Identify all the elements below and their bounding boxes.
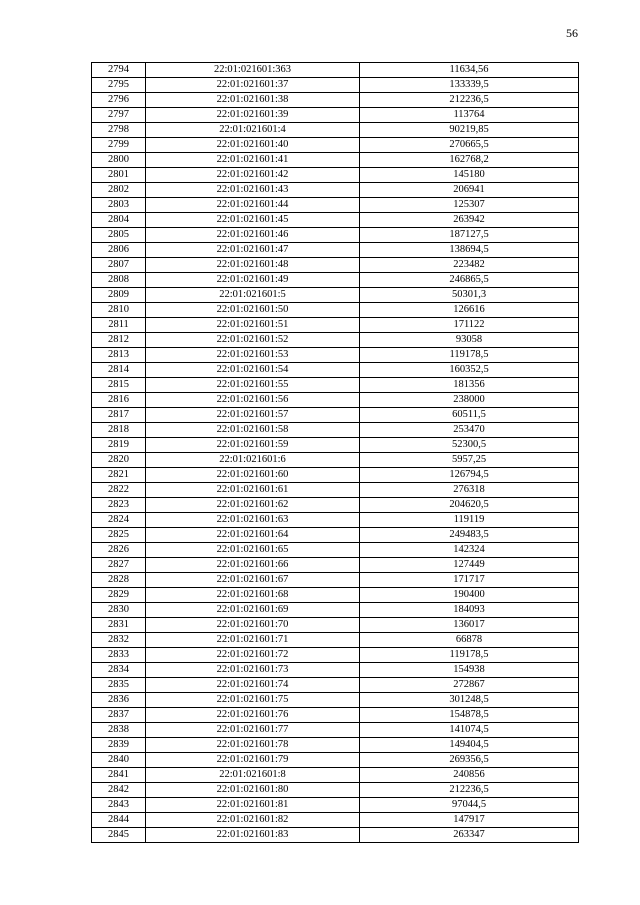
row-number-cell: 2820 [92, 453, 146, 468]
cadastral-number-cell: 22:01:021601:66 [146, 558, 360, 573]
value-cell: 126616 [360, 303, 579, 318]
cadastral-number-cell: 22:01:021601:55 [146, 378, 360, 393]
row-number-cell: 2812 [92, 333, 146, 348]
cadastral-number-cell: 22:01:021601:53 [146, 348, 360, 363]
cadastral-number-cell: 22:01:021601:77 [146, 723, 360, 738]
row-number-cell: 2822 [92, 483, 146, 498]
value-cell: 11634,56 [360, 63, 579, 78]
cadastral-number-cell: 22:01:021601:45 [146, 213, 360, 228]
row-number-cell: 2844 [92, 813, 146, 828]
table-row [92, 633, 579, 648]
value-cell: 162768,2 [360, 153, 579, 168]
table-row [92, 618, 579, 633]
table-row [92, 558, 579, 573]
table-row [92, 498, 579, 513]
row-number-cell: 2815 [92, 378, 146, 393]
row-number-cell: 2840 [92, 753, 146, 768]
value-cell: 246865,5 [360, 273, 579, 288]
value-cell: 253470 [360, 423, 579, 438]
row-number-cell: 2803 [92, 198, 146, 213]
cadastral-number-cell: 22:01:021601:82 [146, 813, 360, 828]
value-cell: 141074,5 [360, 723, 579, 738]
table-row [92, 663, 579, 678]
table-row [92, 468, 579, 483]
cadastral-number-cell: 22:01:021601:67 [146, 573, 360, 588]
table-row [92, 648, 579, 663]
table-row [92, 423, 579, 438]
table-row [92, 813, 579, 828]
value-cell: 238000 [360, 393, 579, 408]
row-number-cell: 2802 [92, 183, 146, 198]
cadastral-number-cell: 22:01:021601:47 [146, 243, 360, 258]
cadastral-number-cell: 22:01:021601:6 [146, 453, 360, 468]
table-row [92, 138, 579, 153]
value-cell: 119178,5 [360, 348, 579, 363]
row-number-cell: 2821 [92, 468, 146, 483]
value-cell: 160352,5 [360, 363, 579, 378]
table-row [92, 273, 579, 288]
row-number-cell: 2824 [92, 513, 146, 528]
row-number-cell: 2814 [92, 363, 146, 378]
table-row [92, 228, 579, 243]
cadastral-number-cell: 22:01:021601:52 [146, 333, 360, 348]
value-cell: 147917 [360, 813, 579, 828]
table-row [92, 438, 579, 453]
cadastral-number-cell: 22:01:021601:43 [146, 183, 360, 198]
row-number-cell: 2831 [92, 618, 146, 633]
cadastral-number-cell: 22:01:021601:56 [146, 393, 360, 408]
value-cell: 240856 [360, 768, 579, 783]
cadastral-number-cell: 22:01:021601:76 [146, 708, 360, 723]
row-number-cell: 2797 [92, 108, 146, 123]
value-cell: 119178,5 [360, 648, 579, 663]
value-cell: 145180 [360, 168, 579, 183]
table-row [92, 243, 579, 258]
value-cell: 60511,5 [360, 408, 579, 423]
row-number-cell: 2794 [92, 63, 146, 78]
cadastral-number-cell: 22:01:021601:42 [146, 168, 360, 183]
table-row [92, 123, 579, 138]
value-cell: 93058 [360, 333, 579, 348]
cadastral-number-cell: 22:01:021601:70 [146, 618, 360, 633]
value-cell: 223482 [360, 258, 579, 273]
value-cell: 276318 [360, 483, 579, 498]
row-number-cell: 2807 [92, 258, 146, 273]
cadastral-number-cell: 22:01:021601:49 [146, 273, 360, 288]
row-number-cell: 2832 [92, 633, 146, 648]
row-number-cell: 2838 [92, 723, 146, 738]
table-row [92, 153, 579, 168]
table-row [92, 723, 579, 738]
cadastral-number-cell: 22:01:021601:58 [146, 423, 360, 438]
table-row [92, 348, 579, 363]
row-number-cell: 2837 [92, 708, 146, 723]
row-number-cell: 2829 [92, 588, 146, 603]
table-row [92, 63, 579, 78]
cadastral-number-cell: 22:01:021601:41 [146, 153, 360, 168]
row-number-cell: 2828 [92, 573, 146, 588]
row-number-cell: 2834 [92, 663, 146, 678]
table-row [92, 513, 579, 528]
row-number-cell: 2798 [92, 123, 146, 138]
row-number-cell: 2835 [92, 678, 146, 693]
table-row [92, 303, 579, 318]
table-row [92, 183, 579, 198]
value-cell: 113764 [360, 108, 579, 123]
cadastral-number-cell: 22:01:021601:48 [146, 258, 360, 273]
table-row [92, 708, 579, 723]
row-number-cell: 2833 [92, 648, 146, 663]
row-number-cell: 2796 [92, 93, 146, 108]
table-row [92, 378, 579, 393]
value-cell: 187127,5 [360, 228, 579, 243]
value-cell: 249483,5 [360, 528, 579, 543]
value-cell: 171717 [360, 573, 579, 588]
table-row [92, 768, 579, 783]
value-cell: 270665,5 [360, 138, 579, 153]
row-number-cell: 2810 [92, 303, 146, 318]
row-number-cell: 2819 [92, 438, 146, 453]
cadastral-number-cell: 22:01:021601:37 [146, 78, 360, 93]
table-row [92, 198, 579, 213]
row-number-cell: 2809 [92, 288, 146, 303]
value-cell: 190400 [360, 588, 579, 603]
table-row [92, 333, 579, 348]
value-cell: 181356 [360, 378, 579, 393]
table-row [92, 483, 579, 498]
value-cell: 212236,5 [360, 783, 579, 798]
cadastral-number-cell: 22:01:021601:60 [146, 468, 360, 483]
cadastral-number-cell: 22:01:021601:54 [146, 363, 360, 378]
value-cell: 127449 [360, 558, 579, 573]
row-number-cell: 2800 [92, 153, 146, 168]
value-cell: 126794,5 [360, 468, 579, 483]
cadastral-number-cell: 22:01:021601:61 [146, 483, 360, 498]
cadastral-number-cell: 22:01:021601:40 [146, 138, 360, 153]
row-number-cell: 2808 [92, 273, 146, 288]
row-number-cell: 2799 [92, 138, 146, 153]
cadastral-number-cell: 22:01:021601:69 [146, 603, 360, 618]
cadastral-number-cell: 22:01:021601:72 [146, 648, 360, 663]
cadastral-number-cell: 22:01:021601:81 [146, 798, 360, 813]
table-row [92, 828, 579, 843]
value-cell: 125307 [360, 198, 579, 213]
table-row [92, 798, 579, 813]
table-row [92, 573, 579, 588]
row-number-cell: 2813 [92, 348, 146, 363]
table-row [92, 363, 579, 378]
cadastral-number-cell: 22:01:021601:46 [146, 228, 360, 243]
table-row [92, 753, 579, 768]
value-cell: 171122 [360, 318, 579, 333]
row-number-cell: 2826 [92, 543, 146, 558]
cadastral-number-cell: 22:01:021601:51 [146, 318, 360, 333]
cadastral-number-cell: 22:01:021601:63 [146, 513, 360, 528]
row-number-cell: 2836 [92, 693, 146, 708]
row-number-cell: 2823 [92, 498, 146, 513]
cadastral-number-cell: 22:01:021601:73 [146, 663, 360, 678]
table-row [92, 93, 579, 108]
table-row [92, 543, 579, 558]
value-cell: 5957,25 [360, 453, 579, 468]
value-cell: 272867 [360, 678, 579, 693]
table-row [92, 78, 579, 93]
value-cell: 133339,5 [360, 78, 579, 93]
cadastral-number-cell: 22:01:021601:4 [146, 123, 360, 138]
cadastral-number-cell: 22:01:021601:39 [146, 108, 360, 123]
row-number-cell: 2830 [92, 603, 146, 618]
value-cell: 66878 [360, 633, 579, 648]
cadastral-number-cell: 22:01:021601:71 [146, 633, 360, 648]
value-cell: 154938 [360, 663, 579, 678]
cadastral-number-cell: 22:01:021601:50 [146, 303, 360, 318]
cadastral-number-cell: 22:01:021601:68 [146, 588, 360, 603]
value-cell: 50301,3 [360, 288, 579, 303]
cadastral-number-cell: 22:01:021601:78 [146, 738, 360, 753]
parcel-table [91, 62, 579, 843]
cadastral-number-cell: 22:01:021601:74 [146, 678, 360, 693]
row-number-cell: 2841 [92, 768, 146, 783]
table-row [92, 288, 579, 303]
value-cell: 212236,5 [360, 93, 579, 108]
value-cell: 138694,5 [360, 243, 579, 258]
cadastral-number-cell: 22:01:021601:75 [146, 693, 360, 708]
cadastral-number-cell: 22:01:021601:64 [146, 528, 360, 543]
value-cell: 263942 [360, 213, 579, 228]
table-row [92, 108, 579, 123]
cadastral-number-cell: 22:01:021601:5 [146, 288, 360, 303]
row-number-cell: 2827 [92, 558, 146, 573]
cadastral-number-cell: 22:01:021601:62 [146, 498, 360, 513]
row-number-cell: 2816 [92, 393, 146, 408]
value-cell: 142324 [360, 543, 579, 558]
value-cell: 206941 [360, 183, 579, 198]
value-cell: 136017 [360, 618, 579, 633]
value-cell: 204620,5 [360, 498, 579, 513]
table-row [92, 678, 579, 693]
table-row [92, 738, 579, 753]
table-row [92, 783, 579, 798]
value-cell: 97044,5 [360, 798, 579, 813]
table-row [92, 393, 579, 408]
table-row [92, 168, 579, 183]
row-number-cell: 2842 [92, 783, 146, 798]
row-number-cell: 2839 [92, 738, 146, 753]
cadastral-number-cell: 22:01:021601:57 [146, 408, 360, 423]
value-cell: 119119 [360, 513, 579, 528]
table-row [92, 588, 579, 603]
row-number-cell: 2801 [92, 168, 146, 183]
value-cell: 149404,5 [360, 738, 579, 753]
row-number-cell: 2825 [92, 528, 146, 543]
table-row [92, 453, 579, 468]
value-cell: 52300,5 [360, 438, 579, 453]
cadastral-number-cell: 22:01:021601:79 [146, 753, 360, 768]
row-number-cell: 2843 [92, 798, 146, 813]
table-row [92, 408, 579, 423]
table-body [92, 63, 579, 843]
cadastral-number-cell: 22:01:021601:83 [146, 828, 360, 843]
table-row [92, 528, 579, 543]
table-row [92, 213, 579, 228]
cadastral-number-cell: 22:01:021601:8 [146, 768, 360, 783]
row-number-cell: 2795 [92, 78, 146, 93]
cadastral-number-cell: 22:01:021601:38 [146, 93, 360, 108]
value-cell: 154878,5 [360, 708, 579, 723]
row-number-cell: 2845 [92, 828, 146, 843]
value-cell: 301248,5 [360, 693, 579, 708]
row-number-cell: 2811 [92, 318, 146, 333]
cadastral-number-cell: 22:01:021601:65 [146, 543, 360, 558]
table-row [92, 318, 579, 333]
value-cell: 90219,85 [360, 123, 579, 138]
cadastral-number-cell: 22:01:021601:44 [146, 198, 360, 213]
row-number-cell: 2805 [92, 228, 146, 243]
value-cell: 269356,5 [360, 753, 579, 768]
row-number-cell: 2818 [92, 423, 146, 438]
cadastral-number-cell: 22:01:021601:363 [146, 63, 360, 78]
table-row [92, 693, 579, 708]
table-row [92, 603, 579, 618]
value-cell: 184093 [360, 603, 579, 618]
cadastral-number-cell: 22:01:021601:80 [146, 783, 360, 798]
row-number-cell: 2804 [92, 213, 146, 228]
value-cell: 263347 [360, 828, 579, 843]
row-number-cell: 2806 [92, 243, 146, 258]
cadastral-number-cell: 22:01:021601:59 [146, 438, 360, 453]
page-number: 56 [566, 26, 578, 40]
table-row [92, 258, 579, 273]
row-number-cell: 2817 [92, 408, 146, 423]
